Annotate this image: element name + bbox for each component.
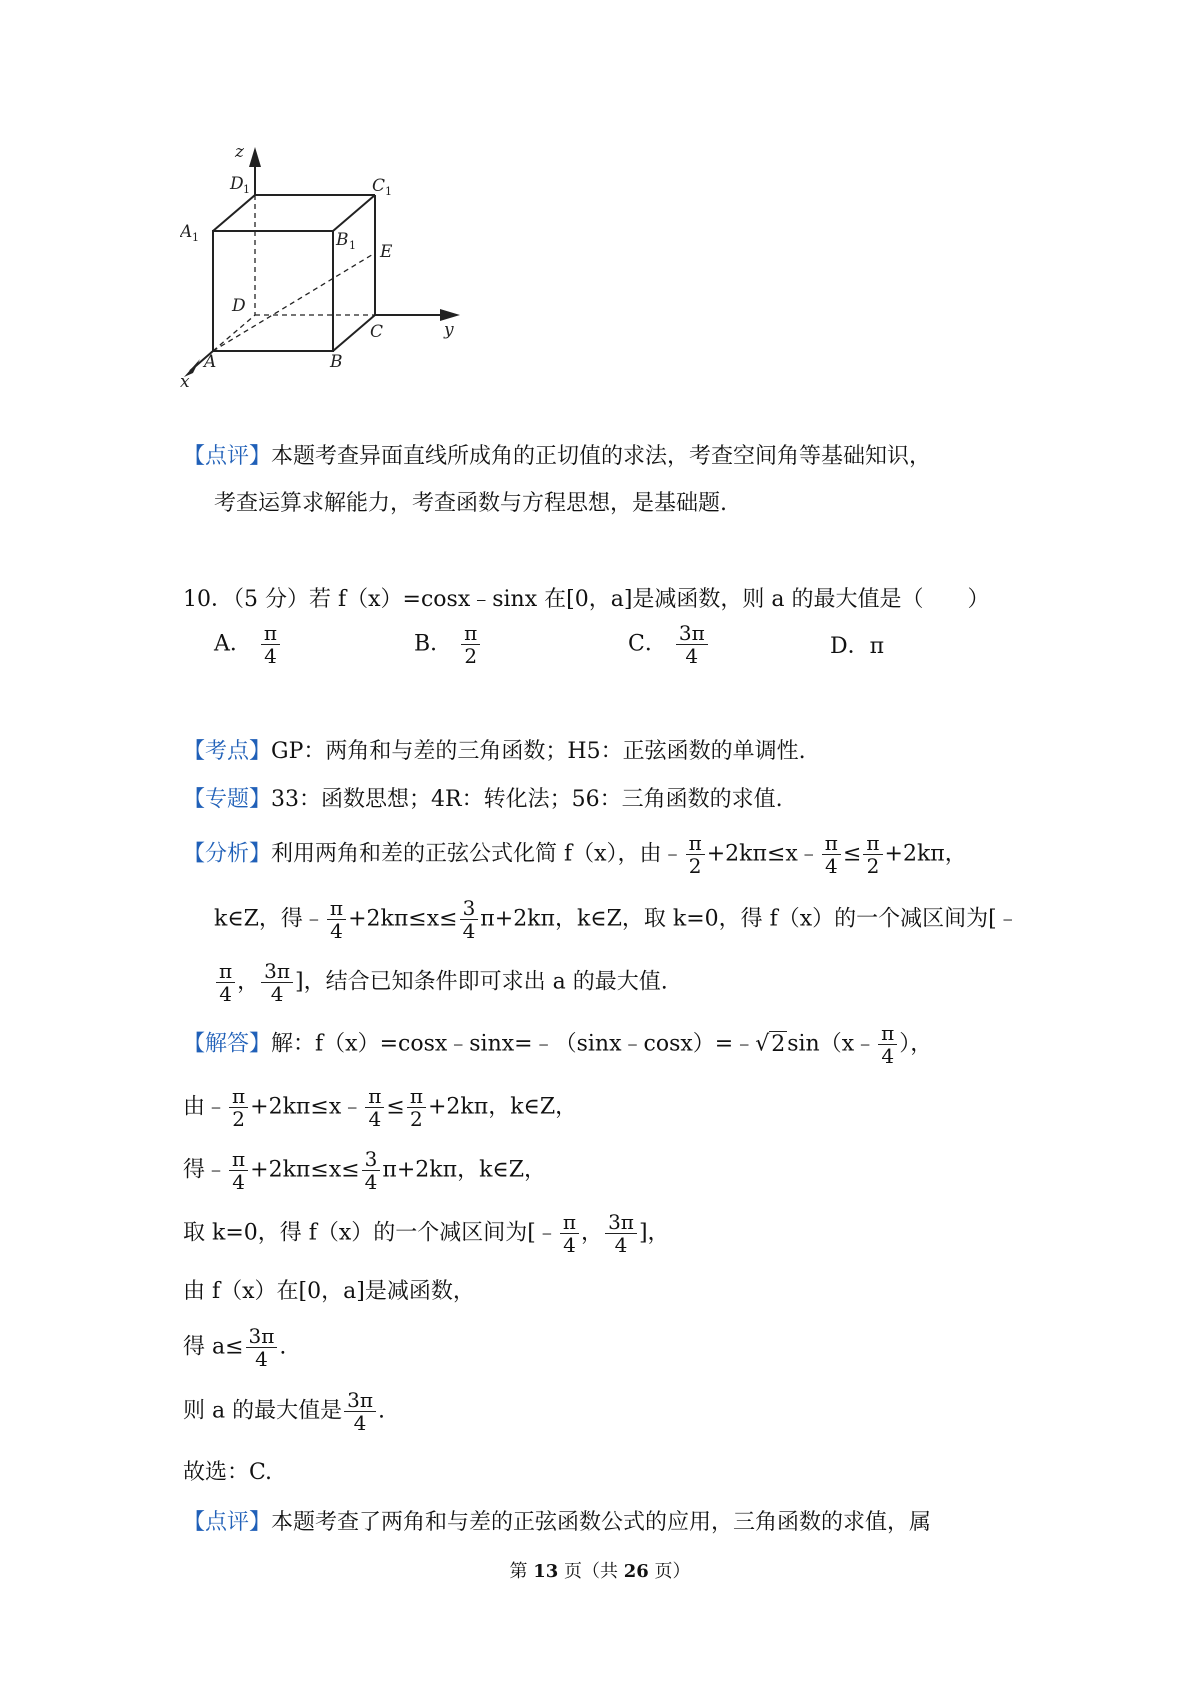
vertex-sub-c1: 1	[385, 185, 392, 198]
comment1-line2	[214, 487, 727, 521]
vertex-label-b1: B	[336, 230, 349, 250]
fraction: $\frac{\pi}{4}$	[229, 1148, 248, 1193]
fraction: $\frac{3\pi}{4}$	[246, 1325, 278, 1370]
vertex-sub-a1: 1	[192, 231, 199, 244]
axis-label-x: x	[180, 372, 190, 392]
jieda-tag: 【解答】	[183, 1031, 272, 1057]
vertex-label-e: E	[380, 242, 393, 262]
zhuanti-text: 33：函数思想；4R：转化法；56：三角函数的求值.	[271, 787, 783, 812]
zhuanti-tag: 【专题】	[183, 787, 272, 812]
page-footer: 第 13 页（共 26 页）	[509, 1561, 691, 1582]
fraction: $\frac{\pi}{4}$	[365, 1085, 384, 1130]
fraction: $\frac{\pi}{4}$	[822, 832, 841, 877]
question-stem-text: 10．（5 分）若 f（x）=cosx﹣sinx 在[0，a]是减函数，则 a 的最大值是（ ）	[183, 587, 990, 612]
option-c[interactable]	[628, 622, 710, 667]
jieda-line5: 由 f（x）在[0，a]是减函数，	[183, 1279, 475, 1304]
jieda-line7: 则 a 的最大值是 $\frac{3\pi}{4}$ .	[183, 1388, 385, 1435]
fraction: $\frac{\pi}{2}$	[407, 1085, 426, 1130]
cube-figure	[180, 145, 480, 435]
comment2-line	[183, 1506, 931, 1540]
option-c-label: C．	[628, 631, 667, 657]
fenxi-tag: 【分析】	[183, 841, 272, 867]
vertex-label-a1: A	[180, 222, 193, 242]
kaodian-line	[183, 735, 806, 769]
fraction: $\frac{\pi}{4}$	[216, 960, 235, 1005]
current-page-number: 13	[533, 1561, 559, 1582]
kaodian-tag: 【考点】	[183, 739, 272, 764]
vertex-label-a: A	[204, 352, 217, 372]
axis-label-y: y	[444, 320, 454, 340]
vertex-label-c1: C	[372, 176, 386, 196]
fraction: $\frac{\pi}{4}$	[327, 897, 346, 942]
jieda-line8: 故选：C.	[183, 1460, 273, 1485]
comment1-text1: 本题考查异面直线所成角的正切值的求法，考查空间角等基础知识，	[271, 444, 932, 469]
total-page-number: 26	[623, 1561, 649, 1582]
sqrt: √2	[755, 1031, 786, 1057]
option-b-label: B．	[414, 631, 453, 657]
vertex-label-c: C	[370, 322, 384, 342]
option-b[interactable]	[414, 622, 482, 667]
option-a-label: A．	[214, 631, 252, 657]
fraction: $\frac{3}{4}$	[362, 1148, 381, 1193]
jieda-line6: 得 a≤ $\frac{3\pi}{4}$ .	[183, 1324, 287, 1371]
fenxi-line2: k∈Z，得﹣ $\frac{\pi}{4}$ +2kπ≤x≤ $\frac{3}{4}$ π+2kπ，k∈Z，取 k=0，得 f（x）的一个减区间为[﹣	[214, 896, 1019, 943]
comment1-text2: 考查运算求解能力，考查函数与方程思想，是基础题.	[214, 491, 727, 516]
jieda-line3: 得﹣ $\frac{\pi}{4}$ +2kπ≤x≤ $\frac{3}{4}$ π+2kπ，k∈Z，	[183, 1147, 546, 1194]
option-b-fraction: $\frac{\pi}{2}$	[461, 622, 480, 667]
fenxi-line1: 【分析】利用两角和差的正弦公式化简 f（x），由﹣ $\frac{\pi}{2}$ +2kπ≤x﹣ $\frac{\pi}{4}$ ≤ $\frac{\pi}{2}$ +2kπ，	[183, 831, 967, 878]
vertex-label-b: B	[330, 352, 343, 372]
kaodian-text: GP：两角和与差的三角函数；H5：正弦函数的单调性.	[271, 739, 806, 764]
fraction: $\frac{\pi}{2}$	[686, 832, 705, 877]
jieda-line4: 取 k=0，得 f（x）的一个减区间为[﹣ $\frac{\pi}{4}$ ， $\frac{3\pi}{4}$ ]，	[183, 1210, 670, 1257]
comment1-line1	[183, 440, 931, 474]
fraction: $\frac{3}{4}$	[460, 897, 479, 942]
fraction: $\frac{3\pi}{4}$	[344, 1389, 376, 1434]
fraction: $\frac{3\pi}{4}$	[605, 1211, 637, 1256]
option-a-fraction: $\frac{\pi}{4}$	[261, 622, 280, 667]
comment2-text: 本题考查了两角和与差的正弦函数公式的应用，三角函数的求值，属	[271, 1510, 932, 1535]
fraction: $\frac{\pi}{4}$	[878, 1022, 897, 1067]
fenxi-line3: $\frac{\pi}{4}$ ， $\frac{3\pi}{4}$ ]，结合已知条件即可求出 a 的最大值.	[214, 960, 668, 1005]
zhuanti-line	[183, 783, 783, 817]
vertex-sub-d1: 1	[243, 183, 250, 196]
fraction: $\frac{3\pi}{4}$	[261, 960, 293, 1005]
vertex-label-d1: D	[230, 174, 244, 194]
option-d[interactable]	[830, 630, 884, 664]
comment1-tag: 【点评】	[183, 444, 272, 469]
jieda-line2: 由﹣ $\frac{\pi}{2}$ +2kπ≤x﹣ $\frac{\pi}{4}$ ≤ $\frac{\pi}{2}$ +2kπ，k∈Z，	[183, 1084, 578, 1131]
question-10-stem	[183, 583, 990, 617]
fraction: $\frac{\pi}{2}$	[229, 1085, 248, 1130]
vertex-label-d: D	[232, 296, 246, 316]
fraction: $\frac{\pi}{4}$	[560, 1211, 579, 1256]
jieda-line1: 【解答】解：f（x）=cosx﹣sinx=﹣（sinx﹣cosx）=﹣√2sin（x﹣ $\frac{\pi}{4}$ ），	[183, 1021, 933, 1068]
fraction: $\frac{\pi}{2}$	[863, 832, 882, 877]
vertex-sub-b1: 1	[349, 239, 356, 252]
option-c-fraction: $\frac{3\pi}{4}$	[676, 622, 708, 667]
axis-label-z: z	[235, 145, 244, 162]
option-a[interactable]	[214, 622, 282, 667]
option-d-label: D．π	[830, 634, 885, 659]
comment2-tag: 【点评】	[183, 1510, 272, 1535]
